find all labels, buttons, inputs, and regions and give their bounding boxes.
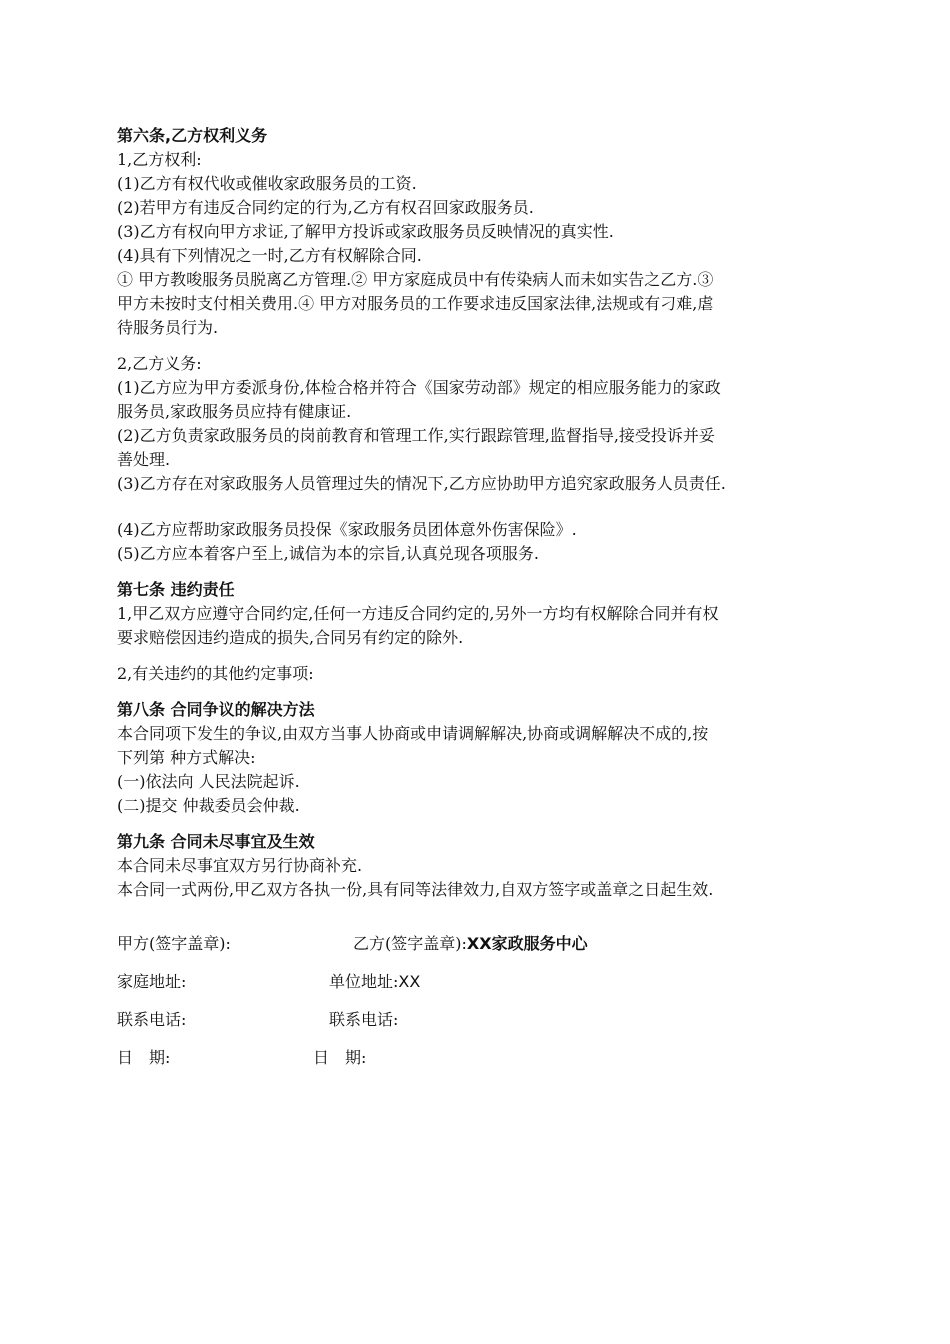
signature-block bbox=[117, 932, 850, 1070]
termination-conditions: 甲方未按时支付相关费用.④ 甲方对服务员的工作要求违反国家法律,法规或有刁难,虐 bbox=[117, 294, 714, 313]
phone-row bbox=[117, 1008, 850, 1032]
article8-title: 第八条 合同争议的解决方法 bbox=[117, 700, 315, 719]
article7-text: 要求赔偿因违约造成的损失,合同另有约定的除外. bbox=[117, 628, 464, 647]
signature-row bbox=[117, 932, 850, 956]
termination-conditions: 待服务员行为. bbox=[117, 318, 219, 337]
article6-title: 第六条,乙方权利义务 bbox=[117, 126, 268, 145]
article8-text: (一)依法向 人民法院起诉. bbox=[117, 772, 300, 791]
duty-item: (5)乙方应本着客户至上,诚信为本的宗旨,认真兑现各项服务. bbox=[117, 544, 539, 563]
duty-item: (3)乙方存在对家政服务人员管理过失的情况下,乙方应协助甲方追究家政服务人员责任. bbox=[117, 474, 726, 493]
phone-a-label: 联系电话: bbox=[117, 1010, 187, 1029]
duty-item: (2)乙方负责家政服务员的岗前教育和管理工作,实行跟踪管理,监督指导,接受投诉并妥 bbox=[117, 426, 715, 445]
article7-text: 1,甲乙双方应遵守合同约定,任何一方违反合同约定的,另外一方均有权解除合同并有权 bbox=[117, 604, 719, 623]
party-b-name: XX家政服务中心 bbox=[466, 934, 588, 953]
article9-text: 本合同一式两份,甲乙双方各执一份,具有同等法律效力,自双方签字或盖章之日起生效. bbox=[117, 880, 714, 899]
duties-heading: 2,乙方义务: bbox=[117, 354, 202, 373]
duty-item: 善处理. bbox=[117, 450, 171, 469]
party-b-label: 乙方(签字盖章): bbox=[353, 934, 467, 953]
article9-text: 本合同未尽事宜双方另行协商补充. bbox=[117, 856, 363, 875]
rights-heading: 1,乙方权利: bbox=[117, 150, 202, 169]
unit-address-value: XX bbox=[398, 972, 421, 991]
article7-item2: 2,有关违约的其他约定事项: bbox=[117, 664, 314, 683]
duty-item: 服务员,家政服务员应持有健康证. bbox=[117, 402, 352, 421]
article7-title: 第七条 违约责任 bbox=[117, 580, 235, 599]
right-item: (2)若甲方有违反合同约定的行为,乙方有权召回家政服务员. bbox=[117, 198, 534, 217]
right-item: (1)乙方有权代收或催收家政服务员的工资. bbox=[117, 174, 417, 193]
duty-item: (4)乙方应帮助家政服务员投保《家政服务员团体意外伤害保险》. bbox=[117, 520, 577, 539]
unit-address-label: 单位地址: bbox=[329, 972, 399, 991]
article8-text: (二)提交 仲裁委员会仲裁. bbox=[117, 796, 300, 815]
home-address-label: 家庭地址: bbox=[117, 972, 187, 991]
phone-b-label: 联系电话: bbox=[329, 1010, 399, 1029]
address-row bbox=[117, 970, 850, 994]
article9-title: 第九条 合同未尽事宜及生效 bbox=[117, 832, 315, 851]
date-b-label: 日 期: bbox=[313, 1048, 367, 1067]
article8-text: 本合同项下发生的争议,由双方当事人协商或申请调解解决,协商或调解解决不成的,按 bbox=[117, 724, 709, 743]
article8-text: 下列第 种方式解决: bbox=[117, 748, 256, 767]
party-a-label: 甲方(签字盖章): bbox=[117, 934, 231, 953]
duty-item: (1)乙方应为甲方委派身份,体检合格并符合《国家劳动部》规定的相应服务能力的家政 bbox=[117, 378, 721, 397]
right-item: (3)乙方有权向甲方求证,了解甲方投诉或家政服务员反映情况的真实性. bbox=[117, 222, 614, 241]
date-a-label: 日 期: bbox=[117, 1048, 171, 1067]
termination-conditions: ① 甲方教唆服务员脱离乙方管理.② 甲方家庭成员中有传染病人而未如实告之乙方.③ bbox=[117, 270, 714, 289]
date-row bbox=[117, 1046, 850, 1070]
right-item: (4)具有下列情况之一时,乙方有权解除合同. bbox=[117, 246, 422, 265]
